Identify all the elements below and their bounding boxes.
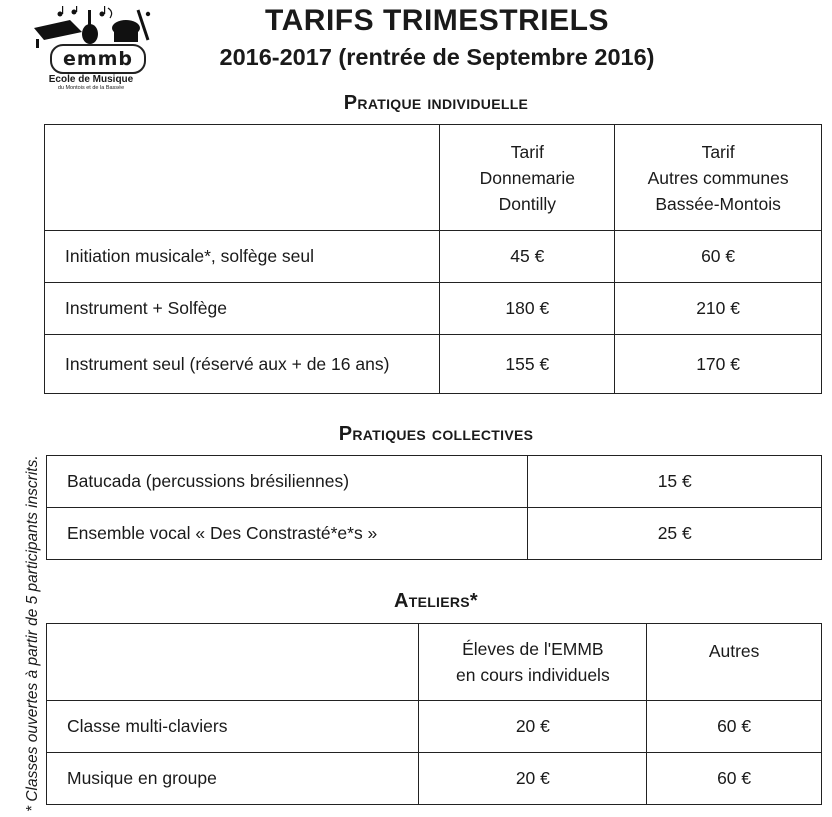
table-header-row [47, 624, 822, 701]
price-cell: 60 € [615, 231, 822, 283]
table-row [45, 335, 822, 394]
header-autres-communes: Tarif Autres communes Bassée-Montois [615, 125, 822, 231]
table-row [47, 701, 822, 753]
price-cell: 45 € [440, 231, 615, 283]
logo-name: Ecole de Musique [48, 74, 134, 85]
table-header-row [45, 125, 822, 231]
side-footnote: * Classes ouvertes à partir de 5 participants inscrits. [24, 455, 41, 812]
row-label: Classe multi-claviers [47, 701, 419, 753]
price-cell: 25 € [528, 508, 822, 560]
price-cell: 15 € [528, 456, 822, 508]
page-subtitle: 2016-2017 (rentrée de Septembre 2016) [219, 44, 655, 70]
individual-pricing-table [44, 124, 822, 394]
logo-subtitle: du Montois et de la Bassée [57, 85, 125, 91]
school-logo [30, 6, 152, 92]
empty-header-cell [45, 125, 440, 231]
table-row [47, 456, 822, 508]
table-row [47, 508, 822, 560]
header-eleves-emmb: Éleves de l'EMMB en cours individuels [419, 624, 647, 701]
price-cell: 60 € [647, 701, 822, 753]
workshops-pricing-table [46, 623, 822, 805]
price-cell: 170 € [615, 335, 822, 394]
price-cell: 60 € [647, 753, 822, 805]
price-cell: 180 € [440, 283, 615, 335]
row-label: Batucada (percussions brésiliennes) [47, 456, 528, 508]
row-label: Ensemble vocal « Des Constrasté*e*s » [47, 508, 528, 560]
price-cell: 20 € [419, 753, 647, 805]
row-label: Initiation musicale*, solfège seul [45, 231, 440, 283]
header-donnemarie: Tarif Donnemarie Dontilly [440, 125, 615, 231]
page-title: TARIFS TRIMESTRIELS [265, 4, 609, 37]
section-title-workshops: Ateliers* [393, 590, 479, 612]
row-label: Instrument + Solfège [45, 283, 440, 335]
collective-pricing-table [46, 455, 822, 560]
empty-header-cell [47, 624, 419, 701]
section-title-collective: Pratiques collectives [338, 423, 534, 445]
logo-abbreviation: emmb [50, 44, 146, 74]
price-cell: 155 € [440, 335, 615, 394]
header-autres: Autres [647, 624, 822, 701]
row-label: Instrument seul (réservé aux + de 16 ans) [45, 335, 440, 394]
price-cell: 20 € [419, 701, 647, 753]
section-title-individual: Pratique individuelle [343, 92, 529, 114]
table-row [45, 231, 822, 283]
price-cell: 210 € [615, 283, 822, 335]
table-row [45, 283, 822, 335]
row-label: Musique en groupe [47, 753, 419, 805]
table-row [47, 753, 822, 805]
